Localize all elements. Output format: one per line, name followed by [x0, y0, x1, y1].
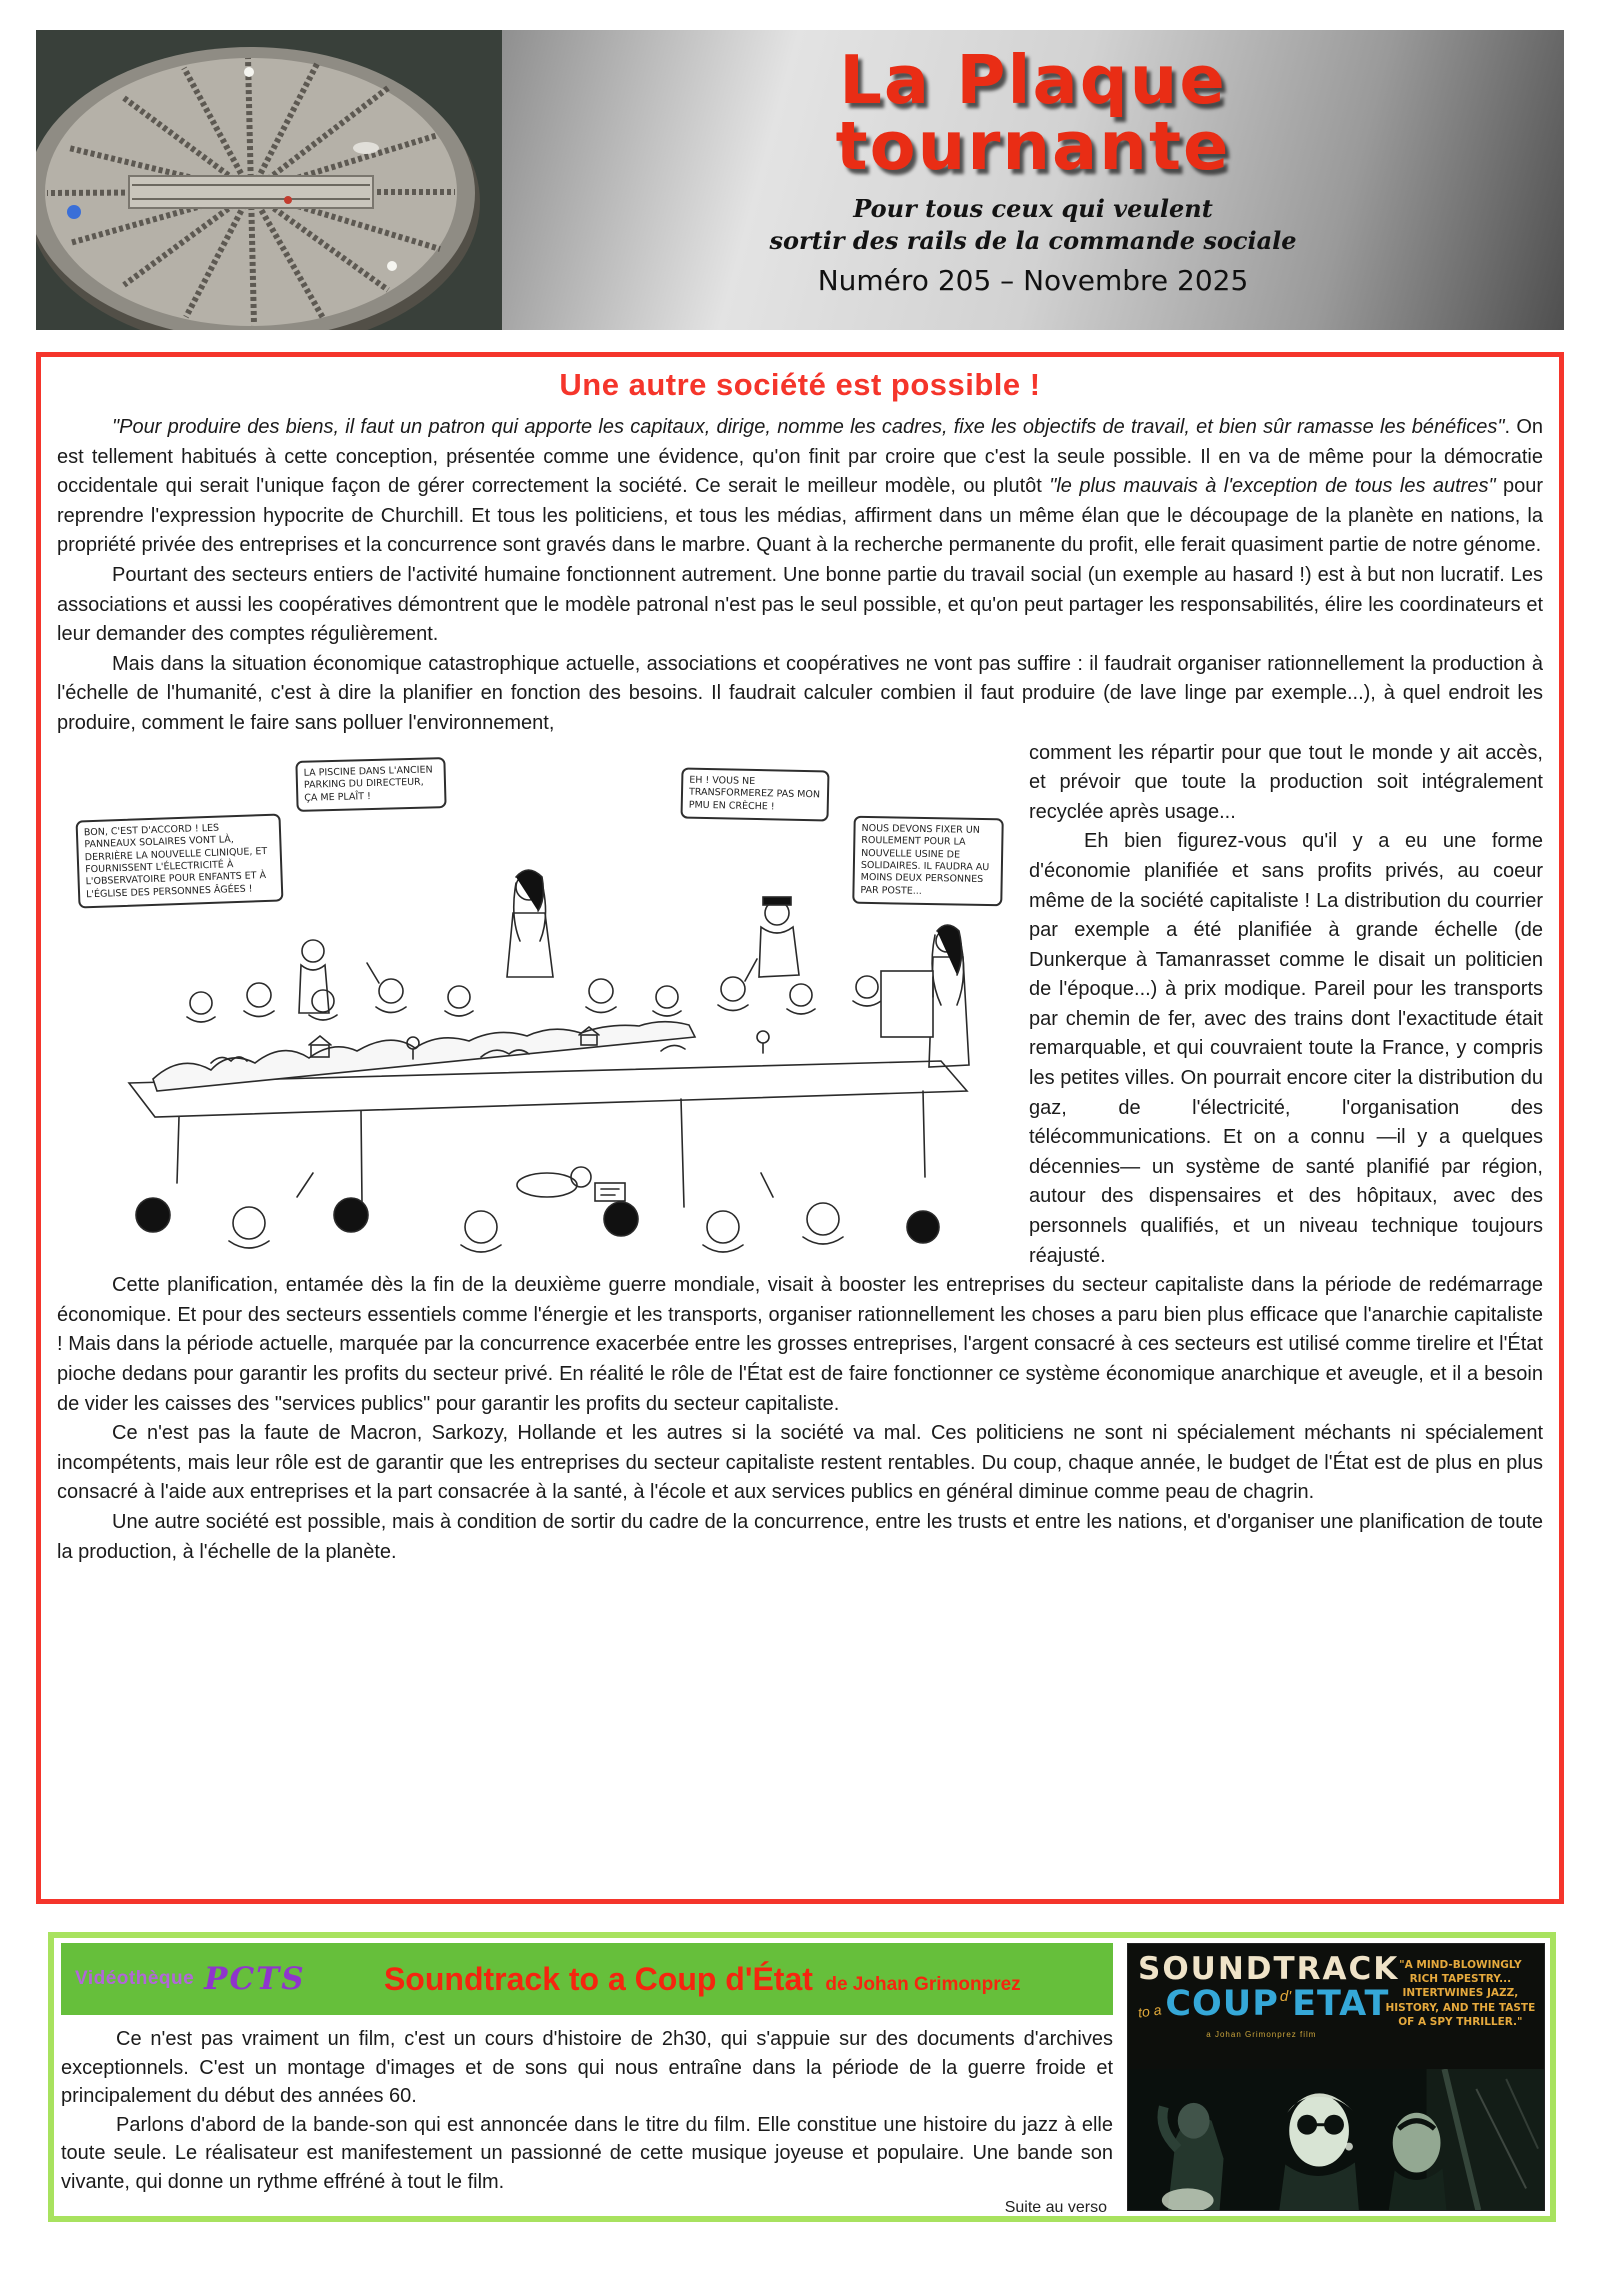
article-flow: [57, 739, 1543, 1568]
article-paragraph: Eh bien figurez-vous qu'il y a eu une forme d'économie planifiée et sans profits privés, au coeur même de la société capitaliste ! La distribution du courrier par exemple a été planifiée à grande échelle (de Dunkerque à Tamanrasset comme le disait un politicien de l'époque...) à prix modique. Pareil pour les transports par chemin de fer, avec des trains dont l'exactitude était remarquable, et qui couvraient toute la France, y compris les petites villes. On pourrait encore citer la distribution du gaz, de l'électricité, l'organisation des télécommunications. Et on a connu —il y a quelques décennies— un système de santé planifié par région, autour des dispensaires et des hôpitaux, avec des personnels qualifiés, et un niveau technique toujours réajusté.: [1029, 830, 1543, 1267]
film-poster: [1127, 1943, 1545, 2211]
tagline-line2: sortir des rails de la commande sociale: [769, 225, 1297, 255]
article-paragraph-group-top: [57, 413, 1543, 739]
newsletter-page: [0, 30, 1600, 2294]
poster-credit-line: a Johan Grimonprez film: [1206, 2030, 1317, 2039]
poster-photo: [1128, 2069, 1544, 2210]
poster-photo-illustration: [1128, 2069, 1544, 2210]
newsletter-tagline: [502, 193, 1564, 255]
masthead-right-panel: [502, 30, 1564, 330]
review-paragraphs: [61, 2025, 1113, 2197]
newsletter-title: [502, 41, 1564, 185]
speech-bubble-roulement: NOUS DEVONS FIXER UN ROULEMENT POUR LA NOUVELLE USINE DE SOLIDAIRES. IL FAUDRA AU MOINS DEUX PERSONNES PAR POSTE...: [852, 815, 1004, 906]
article-paragraph: Cette planification, entamée dès la fin de la deuxième guerre mondiale, visait à booster les entreprises du secteur capitaliste dans la période de redémarrage économique. Et pour des secteurs essentiels comme l'énergie et les transports, organiser rationnellement les choses a paru bien plus efficace que l'anarchie capitaliste ! Mais dans la période actuelle, marquée par la concurrence exacerbée entre les grosses entreprises, l'argent consacré à ces secteurs est utilisé comme tirelire et l'État pioche dedans pour garantir les profits du secteur privé. En réalité le rôle de l'État est de faire fonctionner ce système économique anarchique et aveugle, et il a besoin de vider les caisses des "services publics" pour garantir les profits du secteur capitaliste.: [57, 1274, 1543, 1415]
videotheque-label: Vidéothèque: [75, 1968, 195, 1989]
film-byline: de Johan Grimonprez: [825, 1973, 1021, 1995]
article-title: Une autre société est possible !: [559, 367, 1041, 402]
article-paragraph: Mais dans la situation économique catastrophique actuelle, associations et coopératives ne vont pas suffire : il faudrait organiser rationnellement la production à l'échelle de l'humanité, c'est à dire la planifier en fonction des besoins. Il faudrait calculer combien il faut produire (de lave linge par exemple...), à quel endroit les produire, comment le faire sans polluer l'environnement,: [57, 652, 1543, 734]
poster-title-soundtrack: SOUNDTRACK: [1138, 1951, 1400, 1987]
speech-bubble-pool: LA PISCINE DANS L'ANCIEN PARKING DU DIRECTEUR, ÇA ME PLAÎT !: [295, 757, 446, 812]
poster-to-a: to a: [1137, 2001, 1163, 2021]
planning-meeting-cartoon: [61, 745, 1009, 1265]
tagline-line1: Pour tous ceux qui veulent: [853, 194, 1213, 224]
film-title: Soundtrack to a Coup d'État: [383, 1960, 813, 1997]
newsletter-title-line2: tournante: [835, 106, 1231, 185]
speech-bubble-solar: BON, C'EST D'ACCORD ! LES PANNEAUX SOLAIRES VONT LÀ, DERRIÈRE LA NOUVELLE CLINIQUE, ET FOURNISSENT L'ÉLECTRICITÉ À L'OBSERVATOIRE POUR ENFANTS ET À L'ÉGLISE DES PERSONNES ÂGÉES !: [76, 813, 284, 908]
issue-line: Numéro 205 – Novembre 2025: [817, 263, 1249, 297]
review-paragraph: Parlons d'abord de la bande-son qui est annoncée dans le titre du film. Elle constitue une histoire du jazz à elle toute seule. Le réalisateur est manifestement un passionné de cette musique joyeuse et populaire. Une bande son vivante, qui donne un rythme effréné à tout le film.: [61, 2113, 1113, 2193]
continued-note: Suite au verso: [1004, 2198, 1107, 2216]
article-paragraph: Une autre société est possible, mais à condition de sortir du cadre de la concurrence, entre les trusts et entre les nations, et d'organiser une planification de toute la production, à l'échelle de la planète.: [57, 1510, 1543, 1563]
masthead: [36, 30, 1564, 330]
poster-etat: ETAT: [1292, 1984, 1390, 2024]
videotheque-banner: [61, 1943, 1113, 2015]
poster-review-quote: "A MIND-BLOWINGLY RICH TAPESTRY... INTERTWINES JAZZ, HISTORY, AND THE TASTE OF A SPY THRILLER.": [1385, 1959, 1536, 2028]
turntable-photo-illustration: [36, 30, 502, 330]
poster-apostrophe-d: d': [1279, 1988, 1292, 2005]
videotheque-section: [48, 1932, 1556, 2222]
article-paragraph: comment les répartir pour que tout le monde y ait accès, et prévoir que toute la production soit intégralement recyclée après usage...: [1029, 741, 1543, 823]
speech-bubble-pmu: EH ! VOUS NE TRANSFORMEREZ PAS MON PMU EN CRÈCHE !: [680, 767, 829, 821]
film-title-wrap: [306, 1961, 1099, 1998]
poster-titles: [1137, 1951, 1400, 2067]
main-article-box: [36, 352, 1564, 1904]
videotheque-logo: PCTS: [204, 1961, 306, 1997]
review-paragraph: Ce n'est pas vraiment un film, c'est un cours d'histoire de 2h30, qui s'appuie sur des documents d'archives exceptionnels. C'est un montage d'images et de sons qui nous entraîne dans la période de la guerre froide et principalement du début des années 60.: [61, 2028, 1113, 2108]
article-paragraph: Ce n'est pas la faute de Macron, Sarkozy, Hollande et les autres si la société va mal. Ces politiciens ne sont ni spécialement méchants ni spécialement incompétents, mais leur rôle est de garantir que les entreprises du secteur capitaliste restent rentables. Du coup, chaque année, le budget de l'État est de plus en plus consacré à l'aide aux entreprises et la part consacrée à la santé, à l'école et aux services publics en général diminue comme peau de chagrin.: [57, 1422, 1543, 1504]
videotheque-text-column: [59, 1943, 1127, 2216]
poster-title-coup-detat: [1137, 1984, 1390, 2024]
newsletter-title-line1: La Plaque: [839, 41, 1227, 119]
article-paragraph: "Pour produire des biens, il faut un patron qui apporte les capitaux, dirige, nomme les cadres, fixe les objectifs de travail, et bien sûr ramasse les bénéfices". On est tellement habitués à cette conception, présentée comme une évidence, qu'on finit par croire que c'est la seule possible. Il en va de même pour la démocratie occidentale qui serait l'unique façon de gérer correctement la société. Ce serait le meilleur modèle, ou plutôt "le plus mauvais à l'exception de tous les autres" pour reprendre l'expression hypocrite de Churchill. Et tous les politiciens, et tous les médias, affirment dans un même élan que le découpage de la planète en nations, la propriété privée des entreprises et la concurrence sont gravés dans le marbre. Quant à la recherche permanente du profit, elle ferait quasiment partie de notre génome.: [57, 416, 1544, 557]
turntable-photo: [36, 30, 502, 330]
poster-title-block: [1128, 1944, 1544, 2069]
article-paragraph: Pourtant des secteurs entiers de l'activité humaine fonctionnent autrement. Une bonne partie du travail social (un exemple au hasard !) est à but non lucratif. Les associations et aussi les coopératives démontrent que le modèle patronal n'est pas le seul possible, et qu'on peut partager les responsabilités, élire les coordinateurs et leur demander des comptes régulièrement.: [57, 563, 1543, 646]
poster-coup: COUP: [1165, 1984, 1279, 2024]
